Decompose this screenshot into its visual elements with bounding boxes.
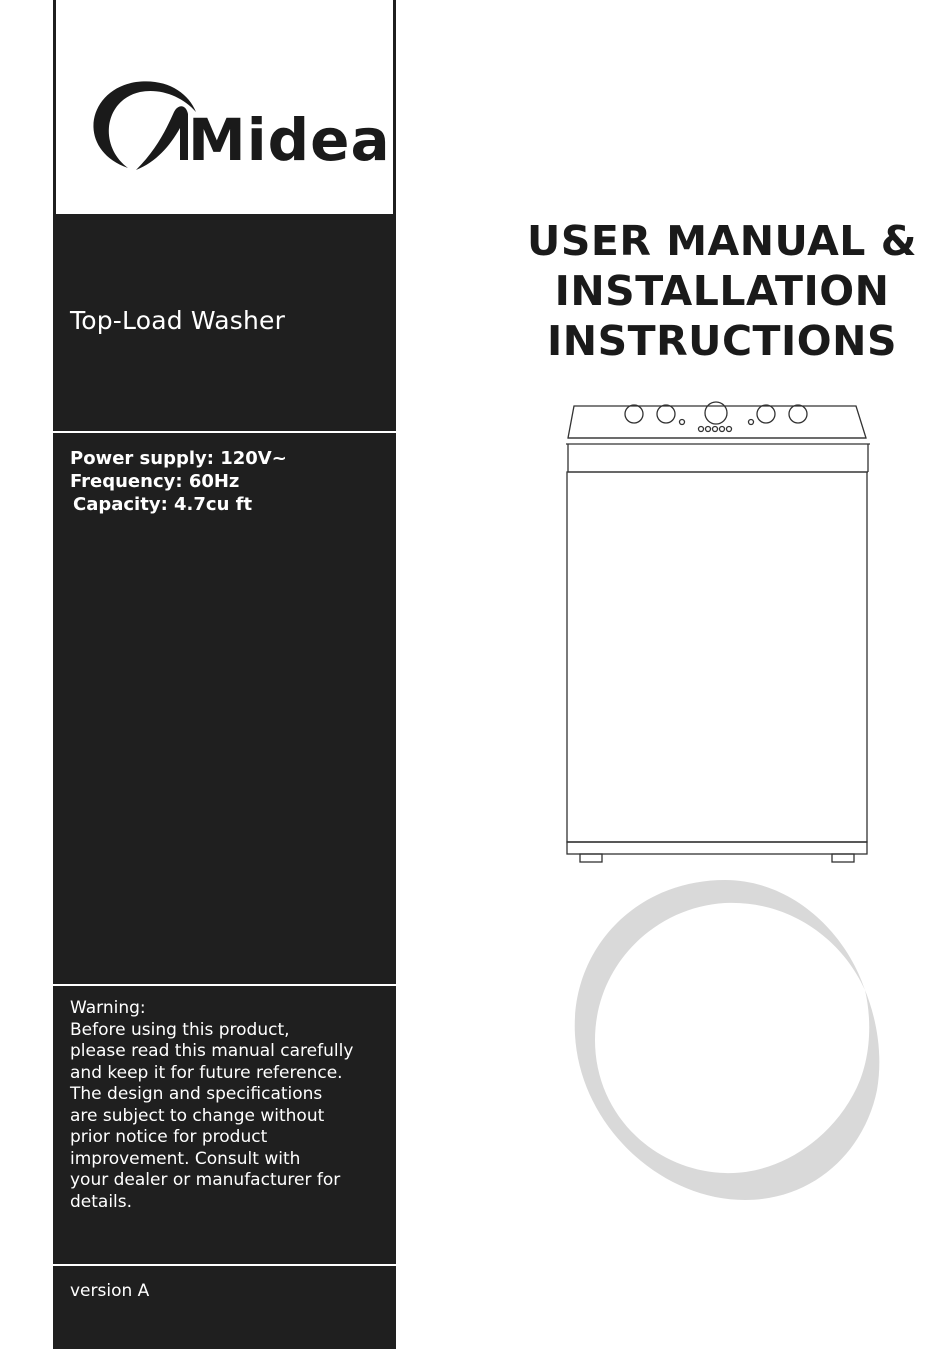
- product-type: Top-Load Washer: [70, 306, 286, 335]
- ring-shape: [575, 880, 880, 1200]
- washer-knob: [705, 402, 727, 424]
- warning-block: [70, 998, 390, 1213]
- washer-knob: [625, 405, 643, 423]
- washer-base: [567, 842, 867, 854]
- midea-logo-swoosh-inner: [136, 106, 188, 170]
- washer-illustration: [560, 400, 880, 868]
- warning-line: improvement. Consult with: [70, 1148, 301, 1169]
- warning-line: The design and specifications: [70, 1084, 323, 1104]
- divider: [53, 1264, 396, 1266]
- version-label: version A: [70, 1281, 150, 1301]
- warning-line: prior notice for product: [70, 1127, 268, 1147]
- spec-capacity: Capacity: 4.7cu ft: [73, 494, 253, 515]
- washer-knob: [757, 405, 775, 423]
- warning-line: Before using this product,: [70, 1019, 290, 1040]
- divider: [53, 431, 396, 433]
- page-title: [496, 216, 948, 366]
- spec-power-supply: Power supply: 120V~: [70, 448, 287, 469]
- warning-line: please read this manual carefully: [70, 1041, 354, 1061]
- midea-logo: [56, 0, 393, 214]
- decorative-ring-icon: [565, 875, 885, 1205]
- washer-foot: [832, 854, 854, 862]
- title-line: INSTALLATION: [554, 267, 890, 315]
- warning-line: are subject to change without: [70, 1105, 325, 1126]
- divider: [53, 984, 396, 986]
- specs-block: [70, 447, 287, 516]
- title-line: USER MANUAL &: [527, 217, 917, 265]
- washer-foot: [580, 854, 602, 862]
- washer-cabinet: [567, 472, 867, 842]
- warning-line: and keep it for future reference.: [70, 1062, 343, 1083]
- washer-knob: [789, 405, 807, 423]
- spec-frequency: Frequency: 60Hz: [70, 471, 240, 492]
- warning-line: your dealer or manufacturer for: [70, 1170, 341, 1190]
- washer-control-panel: [568, 406, 866, 438]
- logo-box: [56, 0, 393, 214]
- midea-logo-text: Midea: [188, 106, 391, 174]
- sidebar-panel: [53, 0, 396, 1349]
- washer-knob: [657, 405, 675, 423]
- warning-line: Warning:: [70, 998, 146, 1018]
- title-line: INSTRUCTIONS: [547, 317, 897, 365]
- warning-line: details.: [70, 1191, 133, 1212]
